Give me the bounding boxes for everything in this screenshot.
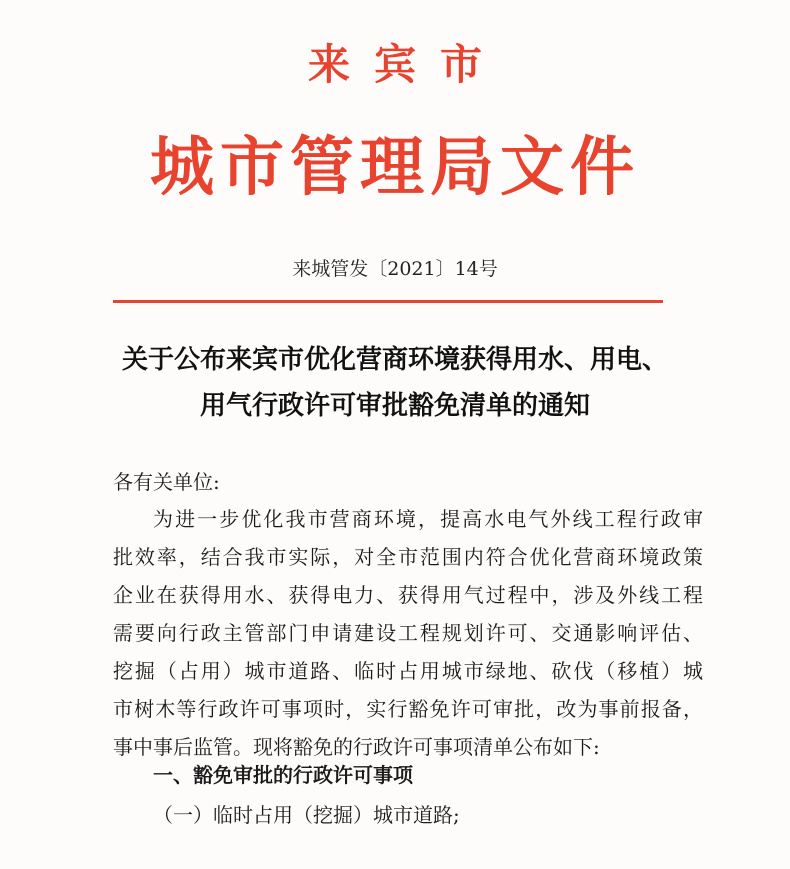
body-line: 企业在获得用水、获得电力、获得用气过程中，涉及外线工程: [113, 583, 703, 607]
red-divider: [113, 300, 663, 303]
section-item: （一）临时占用（挖掘）城市道路;: [153, 803, 460, 827]
body-line: 挖掘（占用）城市道路、临时占用城市绿地、砍伐（移植）城: [113, 659, 703, 683]
body-line: 事中事后监管。现将豁免的行政许可事项清单公布如下:: [113, 735, 600, 759]
body-line: 批效率，结合我市实际，对全市范围内符合优化营商环境政策: [113, 545, 703, 569]
body-paragraph: [113, 500, 703, 766]
body-line: 需要向行政主管部门申请建设工程规划许可、交通影响评估、: [113, 621, 703, 645]
issuer-department-heading: 城市管理局文件: [150, 130, 640, 205]
salutation: 各有关单位:: [113, 470, 220, 494]
issuer-city: 来宾市: [307, 40, 506, 89]
body-line: 市树木等行政许可事项时，实行豁免许可审批，改为事前报备，: [113, 697, 703, 721]
document-title: [0, 337, 790, 429]
body-line: 为进一步优化我市营商环境，提高水电气外线工程行政审: [153, 507, 703, 531]
document-number: 来城管发〔2021〕14号: [292, 258, 498, 280]
section-heading: 一、豁免审批的行政许可事项: [153, 763, 413, 787]
title-line-1: 关于公布来宾市优化营商环境获得用水、用电、: [121, 345, 668, 375]
title-line-2: 用气行政许可审批豁免清单的通知: [199, 391, 590, 421]
